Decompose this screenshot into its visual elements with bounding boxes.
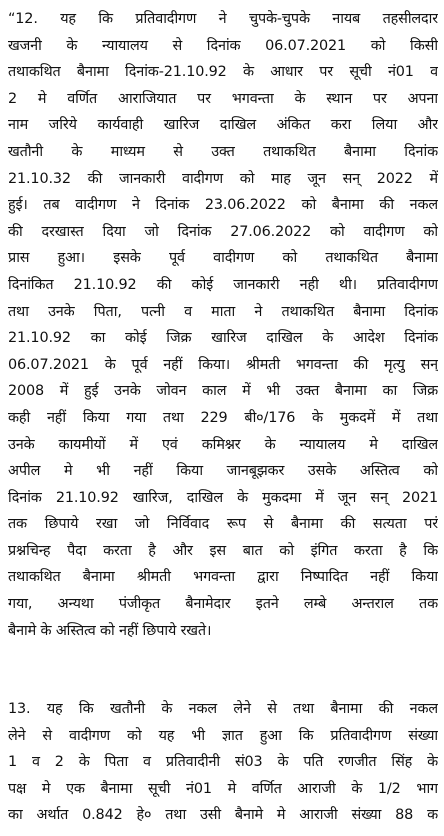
paragraph-12 xyxy=(8,6,438,644)
paragraph-12-line: तथाकथित बैनामा श्रीमती भगवन्ता द्वारा निष्पादित नहीं किया xyxy=(8,569,438,586)
paragraph-12-line: खतौनी के माध्यम से उक्त तथाकथित बैनामा दिनांक xyxy=(8,143,438,160)
paragraph-12-line: 2 मे वर्णित आराजियात पर भगवन्ता के स्थान पर अपना xyxy=(8,90,438,107)
paragraph-13-line: 1 व 2 के पिता व प्रतिवादीनी सं03 के पति रणजीत सिंह के xyxy=(8,754,438,771)
paragraph-13 xyxy=(8,696,438,829)
paragraph-12-line: 2008 में हुई उनके जोवन काल में भी उक्त बैनामा का जिक्र xyxy=(8,383,438,400)
paragraph-13-line: पक्ष मे एक बैनामा सूची नं01 मे वर्णित आराजी के 1/2 भाग xyxy=(8,780,438,797)
paragraph-12-line: दिनांकित 21.10.92 की कोई जानकारी नही थी। प्रतिवादीगण xyxy=(8,276,438,293)
paragraph-12-line: दिनांक 21.10.92 खारिज, दाखिल के मुकदमा में जून सन् 2021 xyxy=(8,489,438,506)
paragraph-12-line: उनके कायमीयों में एवं कमिश्नर के न्यायालय मे दाखिल xyxy=(8,436,438,453)
paragraph-12-line: तक छिपाये रखा जो निर्विवाद रूप से बैनामा की सत्यता परं xyxy=(8,516,438,533)
paragraph-13-line: लेने से वादीगण को यह भी ज्ञात हुआ कि प्रतिवादीगण संख्या xyxy=(8,727,438,744)
paragraph-12-line: तथा उनके पिता, पत्नी व माता ने तथाकथित बैनामा दिनांक xyxy=(8,303,438,320)
paragraph-12-line: खजनी के न्यायालय से दिनांक 06.07.2021 को किसी xyxy=(8,37,438,54)
paragraph-12-line: “12. यह कि प्रतिवादीगण ने चुपके-चुपके नायब तहसीलदार xyxy=(8,11,438,27)
paragraph-13-line: 13. यह कि खतौनी के नकल लेने से तथा बैनामा की नकल xyxy=(8,701,438,717)
paragraph-13-line: का अर्थात 0.842 हे० तथा उसी बैनामे मे आराजी संख्या 88 क xyxy=(8,807,438,824)
paragraph-12-line: अपील मे भी नहीं किया जानबूझकर उसके अस्तित्व को xyxy=(8,463,438,480)
paragraph-12-line: कही नहीं किया गया तथा 229 बी०/176 के मुकदमें में तथा xyxy=(8,409,438,426)
paragraph-12-line: प्रास हुआ। इसके पूर्व वादीगण को तथाकथित बैनामा xyxy=(8,250,438,267)
paragraph-12-line: तथाकथित बैनामा दिनांक-21.10.92 के आधार पर सूची नं01 व xyxy=(8,64,438,81)
paragraph-12-line: 21.10.32 की जानकारी वादीगण को माह जून सन् 2022 में xyxy=(8,170,438,187)
paragraph-12-line: हुई। तब वादीगण ने दिनांक 23.06.2022 को बैनामा की नकल xyxy=(8,197,438,214)
paragraph-12-line: की दरखास्त दिया जो दिनांक 27.06.2022 को वादीगण को xyxy=(8,223,438,240)
paragraph-12-line: नाम जरिये कार्यवाही खारिज दाखिल अंकित करा लिया और xyxy=(8,117,438,134)
paragraph-12-line: गया, अन्यथा पंजीकृत बैनामेदार इतने लम्बे अन्तराल तक xyxy=(8,596,438,613)
paragraph-12-line: प्रश्नचिन्ह पैदा करता है और इस बात को इंगित करता है कि xyxy=(8,542,438,559)
paragraph-12-line: 06.07.2021 के पूर्व नहीं किया। श्रीमती भगवन्ता की मृत्यु सन् xyxy=(8,356,438,373)
paragraph-12-line: बैनामे के अस्तित्व को नहीं छिपाये रखते। xyxy=(8,622,212,639)
paragraph-12-line: 21.10.92 का कोई जिक्र खारिज दाखिल के आदेश दिनांक xyxy=(8,330,438,347)
